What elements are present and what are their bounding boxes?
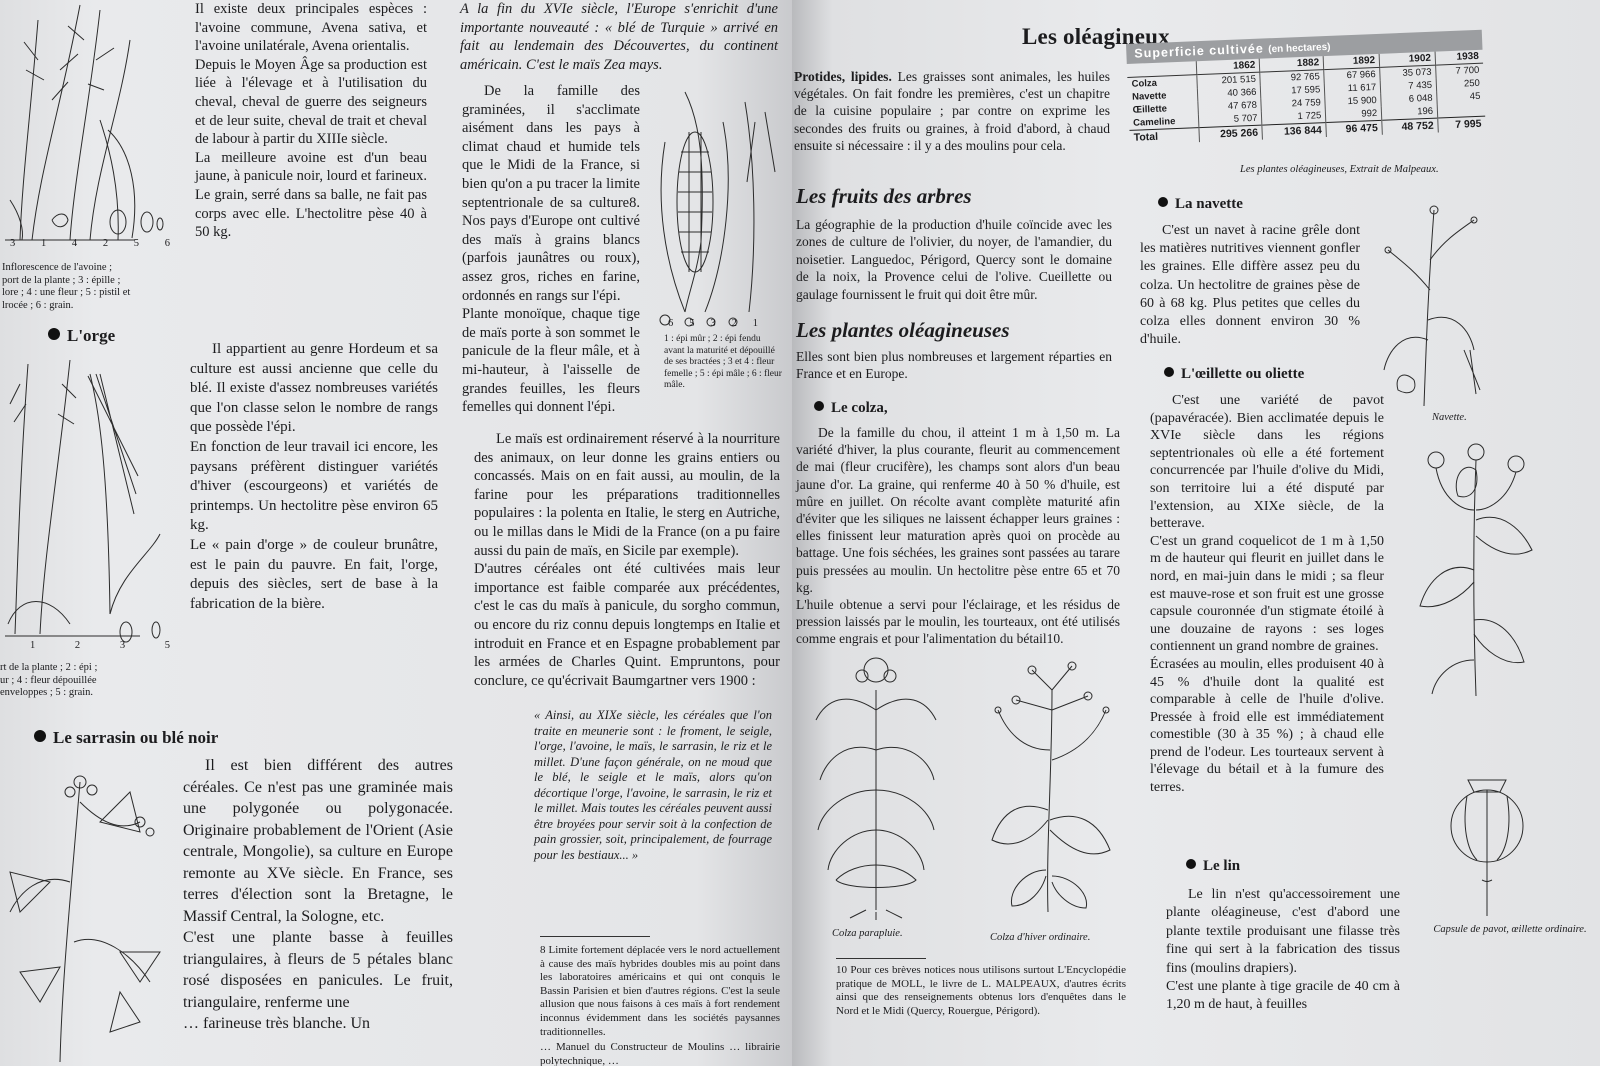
orge-caption: rt de la plante ; 2 : épi ; ur ; 4 : fleur dépouillée enveloppes ; 5 : grain.: [0, 662, 98, 698]
avoine-caption: Inflorescence de l'avoine ; port de la plante ; 3 : épille ; lore ; 4 : une fleur ; 5 : pistil et lrocée ; 6 : grain.: [2, 262, 131, 311]
fig-number: 3: [10, 238, 16, 249]
avoine-figure-numbers: [10, 238, 170, 251]
footnote-rule: [540, 936, 650, 937]
right-page: [792, 0, 1600, 1066]
navette-heading: La navette: [1158, 196, 1243, 213]
footnote-10: 10 Pour ces brèves notices nous utilisons surtout L'Encyclopédie pratique de MOLL, le livre de L. MALPEAUX, d'autres écrits ainsi que des renseignements obtenus lors d'enquêtes dans le Nord et le Midi (Quercy, Rouergue, Périgord).: [836, 964, 1126, 1017]
year-header: 1862: [1196, 59, 1260, 75]
oeillette-text: C'est une variété de pavot (papavéracée). Bien acclimatée depuis le XVIe siècle dans les régions septentrionales où elle a été fortement concurrencée par l'huile d'olive du Midi, son territoire lui a été disputé par l'extension, au XIXe siècle, de la betterave. C'est un grand coquelicot de 1 m à 1,50 m de hauteur qui fleurit en juillet dans le nord, en mai-juin dans le midi ; sa fleur est mauve-rose et son fruit est une grosse capsule couronnée d'un stigmate étoilé à une douzaine de rayons : ses loges contiennent un grand nombre de graines. Écrasées au moulin, elles produisent 40 à 45 % d'huile dont la qualité est comparable à celle de l'huile d'olive. Pressée à froid elle est immédiatement comestible (30 à 35 %) ; à chaud elle prend de l'odeur. Les tourteaux servent à l'élevage du bétail et à la fumure des terres.: [1150, 393, 1384, 796]
bullet-icon: [34, 730, 46, 742]
table-title: Superficie cultivée (en hectares): [1126, 30, 1483, 64]
mais-illustration: [645, 82, 785, 332]
sarrasin-illustration: [0, 762, 170, 1066]
colza-heading: Le colza,: [814, 400, 888, 417]
fig-number: 1: [752, 318, 758, 329]
bullet-icon: [1158, 197, 1168, 207]
sarrasin-text: Il est bien différent des autres céréales. Ce n'est pas une graminée mais une polygonée ou polygonacée. Originaire probablement de l'Orient (Asie centrale, Mongolie), sa culture en Europe remonte au XVe siècle. En France, ses terres d'élection sont la Bretagne, le Massif Central, la Sologne, etc. C'est une plante basse à feuilles triangulaires, à fleurs de 5 pétales blanc rosé disposées en panicules. Le fruit, triangulaire, renferme une … farineuse très blanche. Un: [183, 757, 453, 1032]
colza-hiver-illustration: [982, 650, 1122, 920]
fig-number: 6: [164, 238, 170, 249]
bullet-icon: [1164, 367, 1174, 377]
oeillette-heading: L'œillette ou oliette: [1164, 366, 1304, 383]
navette-caption: Navette.: [1432, 412, 1467, 423]
table-row: Œillette 47 678 24 759 15 900 6 048 45: [1128, 90, 1484, 117]
year-header: 1892: [1323, 54, 1379, 70]
fig-number: 3: [710, 318, 716, 329]
table-row: Colza 201 515 92 765 67 966 35 073 7 700: [1127, 63, 1483, 91]
year-header: 1902: [1379, 52, 1435, 68]
mais-intro: A la fin du XVIe siècle, l'Europe s'enrichit d'une importante nouveauté : « blé de Turquie » arrivé en fait au lendemain des Découvertes, du continent américain. C'est le maïs Zea mays.: [460, 1, 778, 73]
bullet-icon: [814, 401, 824, 411]
table-total-row: Total 295 266 136 844 96 475 48 752 7 995: [1129, 116, 1485, 145]
footnote-rule: [836, 958, 926, 959]
avoine-illustration: [0, 0, 170, 250]
sarrasin-heading: Le sarrasin ou blé noir: [34, 728, 218, 748]
oeillette-illustration: [1412, 440, 1542, 700]
mais-text-2: Le maïs est ordinairement réservé à la nourriture des animaux, on leur donne les grains entiers ou concassés. Mais on en fait aussi, au moulin, de la farine pour les préparations traditionnelles populaires : la polenta en Italie, le sterg en Autriche, ou le millas dans le Midi de la France (on a pu faire aussi du pain de maïs, en Sicile par exemple). D'autres céréales ont été cultivées mais leur importance est faible comparée aux précédentes, c'est le cas du maïs à panicule, du sorgho commun, ou encore du riz connu depuis longtemps en Italie et introduit en France et en Espagne probablement par les armées de Charles Quint. Empruntons, pour conclure, ce qu'écrivait Baumgartner vers 1900 :: [474, 431, 780, 689]
left-page: [0, 0, 792, 1066]
year-header: 1938: [1435, 50, 1483, 65]
superficie-table-block: [1126, 30, 1486, 145]
pavot-capsule-illustration: [1442, 770, 1532, 920]
fig-number: 5: [689, 318, 695, 329]
plantes-title: Les plantes oléagineuses: [796, 318, 1010, 342]
lin-heading: Le lin: [1186, 858, 1240, 875]
page-title: Les oléagineux: [1022, 24, 1170, 49]
colza-text: De la famille du chou, il atteint 1 m à 1,50 m. La variété d'hiver, la plus courante, fleurit au commencement de mai (fleur crucifère), les champs sont alors d'un beau jaune d'or. La graine, qui renferme 40 à 50 % d'huile, est mûre en juillet. On récolte avant complète maturité afin d'éviter que les siliques ne laissent échapper leurs graines : elles finissent leur maturation après quoi on procède au battage. Une fois séchées, les graines sont passées au tarare puis pressées au moulin. Un hectolitre pèse entre 65 et 70 kg. L'huile obtenue a servi pour l'éclairage, et les résidus de pression laissés par le moulin, les tourteaux, ont été utilisés comme engrais et pour l'alimentation du bétail10.: [796, 425, 1120, 647]
lin-text: Le lin n'est qu'accessoirement une plante oléagineuse, c'est d'abord une plante textile produisant une filasse très fine qui sert à la fabrication des tissus fins (moulins drapiers). C'est une plante à tige gracile de 40 cm à 1,20 m de haut, à feuilles: [1166, 887, 1400, 1013]
orge-figure-numbers: [30, 640, 170, 653]
orge-illustration: [0, 354, 170, 654]
navette-illustration: [1374, 200, 1484, 410]
table-caption: Les plantes oléagineuses, Extrait de Malpeaux.: [1240, 164, 1439, 175]
year-header: 1882: [1260, 56, 1324, 72]
fig-number: 2: [74, 640, 81, 651]
baumgartner-quote: « Ainsi, au XIXe siècle, les céréales que l'on traite en meunerie sont : le froment, le seigle, l'orge, l'avoine, le maïs, le sarrasin, le riz et le millet. D'une façon générale, on ne moud que le blé, le seigle et le maïs, alors qu'on décortique l'orge, l'avoine, le sarrasin, le riz et le millet. Mais toutes les céréales peuvent aussi être broyées pour servir soit à la confection de pain grossier, soit, principalement, de fourrage pour les bestiaux... »: [534, 708, 772, 862]
footnote-8: 8 Limite fortement déplacée vers le nord actuellement à cause des maïs hybrides doubles mis au point dans les laboratoires américains et qui ont conquis le Bassin Parisien et bien d'autres régions. C'est la seule allusion que nous faisons à ces maïs à fort rendement inconnus évidemment dans les sociétés paysannes traditionnelles. … Manuel du Constructeur de Moulins … librairie polytechnique, …: [540, 944, 780, 1066]
table-row: Navette 40 366 17 595 11 617 7 435 250: [1128, 77, 1484, 104]
fig-number: 3: [119, 640, 126, 651]
fig-number: 2: [731, 318, 737, 329]
fig-number: 5: [133, 238, 139, 249]
mais-caption: 1 : épi mûr ; 2 : épi fendu avant la maturité et dépouillé de ses bractées ; 3 et 4 : fleur femelle ; 5 : épi mâle ; 6 : fleur mâle.: [664, 334, 782, 390]
fig-number: 1: [30, 640, 36, 651]
fig-number: 5: [164, 640, 170, 651]
bullet-icon: [48, 328, 60, 340]
bullet-icon: [1186, 859, 1196, 869]
mais-text: De la famille des graminées, il s'acclimate aisément dans les pays à climat chaud et humide tels que le Midi de la France, si bien qu'on a pu tracer la limite septentrionale de sa culture8. Nos pays d'Europe ont cultivé des maïs à grains blancs (parfois jaunâtres ou roux), assez gros, riches en farine, ordonnés en rangs sur l'épi. Plante monoïque, chaque tige de maïs porte à son sommet le panicule de la fleur mâle, et à mi-hauteur, à l'aisselle de grandes feuilles, les fleurs femelles qui donnent l'épi.: [462, 83, 640, 416]
fig-number: 1: [40, 238, 47, 249]
intro-text: Protides, lipides. Les graisses sont animales, les huiles végétales. On fait fondre les premières, c'est un chapitre de la cuisine populaire ; par contre on exprime les secondes des fruits ou graines, à froid d'abord, à chaud ensuite si nécessaire : il y a des moulins pour cela.: [794, 69, 1111, 153]
fruits-text: La géographie de la production d'huile coïncide avec les zones de culture de l'olivier, du noyer, de l'amandier, du noisetier. Languedoc, Périgord, Quercy sont le domaine de la noix, la Provence celui de l'olive. Cueillette ou gaulage fournissent le fruit qui doit être mûr.: [796, 217, 1112, 302]
fig-number: 6: [668, 318, 674, 329]
avoine-text: Il existe deux principales espèces : l'avoine commune, Avena sativa, et l'avoine unilatérale, Avena orientalis. Depuis le Moyen Âge sa production est liée à l'élevage et à l'utilisation du cheval, cheval de guerre des seigneurs et de leur suite, cheval de trait et cheval de labour à partir du XIIIe siècle. La meilleure avoine est d'un beau jaune, à panicule noir, lourd et farineux. Le grain, serré dans sa balle, ne fait pas corps avec elle. L'hectolitre pèse 40 à 50 kg.: [195, 1, 427, 241]
colza-fig1-caption: Colza parapluie.: [832, 928, 903, 939]
colza-fig2-caption: Colza d'hiver ordinaire.: [990, 932, 1091, 943]
intro-bold: Protides, lipides.: [794, 69, 892, 84]
orge-heading: L'orge: [48, 326, 115, 346]
fruits-title: Les fruits des arbres: [796, 184, 972, 208]
superficie-table: [1127, 50, 1486, 145]
orge-text: Il appartient au genre Hordeum et sa culture est aussi ancienne que celle du blé. Il existe d'assez nombreuses variétés que l'on classe selon le nombre de rangs que possède l'épi. En fonction de leur travail ici encore, les paysans préfèrent distinguer variétés d'hiver (escourgeons) et variétés de printemps. Un hectolitre pèse environ 65 kg. Le « pain d'orge » de couleur brunâtre, est le pain du pauvre. En fait, l'orge, depuis des siècles, sert de base à la fabrication de la bière.: [190, 341, 438, 612]
table-row: Cameline 5 707 1 725 992 196: [1129, 103, 1485, 131]
fig-number: 4: [71, 238, 78, 249]
fig-number: 2: [102, 238, 109, 249]
mais-figure-numbers: [668, 318, 758, 331]
plantes-text: Elles sont bien plus nombreuses et largement réparties en France et en Europe.: [796, 349, 1112, 382]
colza-parapluie-illustration: [806, 650, 946, 920]
navette-text: C'est un navet à racine grêle dont les matières nutritives viennent gonfler les graines. Elle diffère assez peu du colza. Un hectolitre de graines pèse de 60 à 68 kg. Plus petites que celles du colza elles donnent environ 30 % d'huile.: [1140, 223, 1360, 348]
pavot-caption: Capsule de pavot, œillette ordinaire.: [1433, 924, 1587, 935]
